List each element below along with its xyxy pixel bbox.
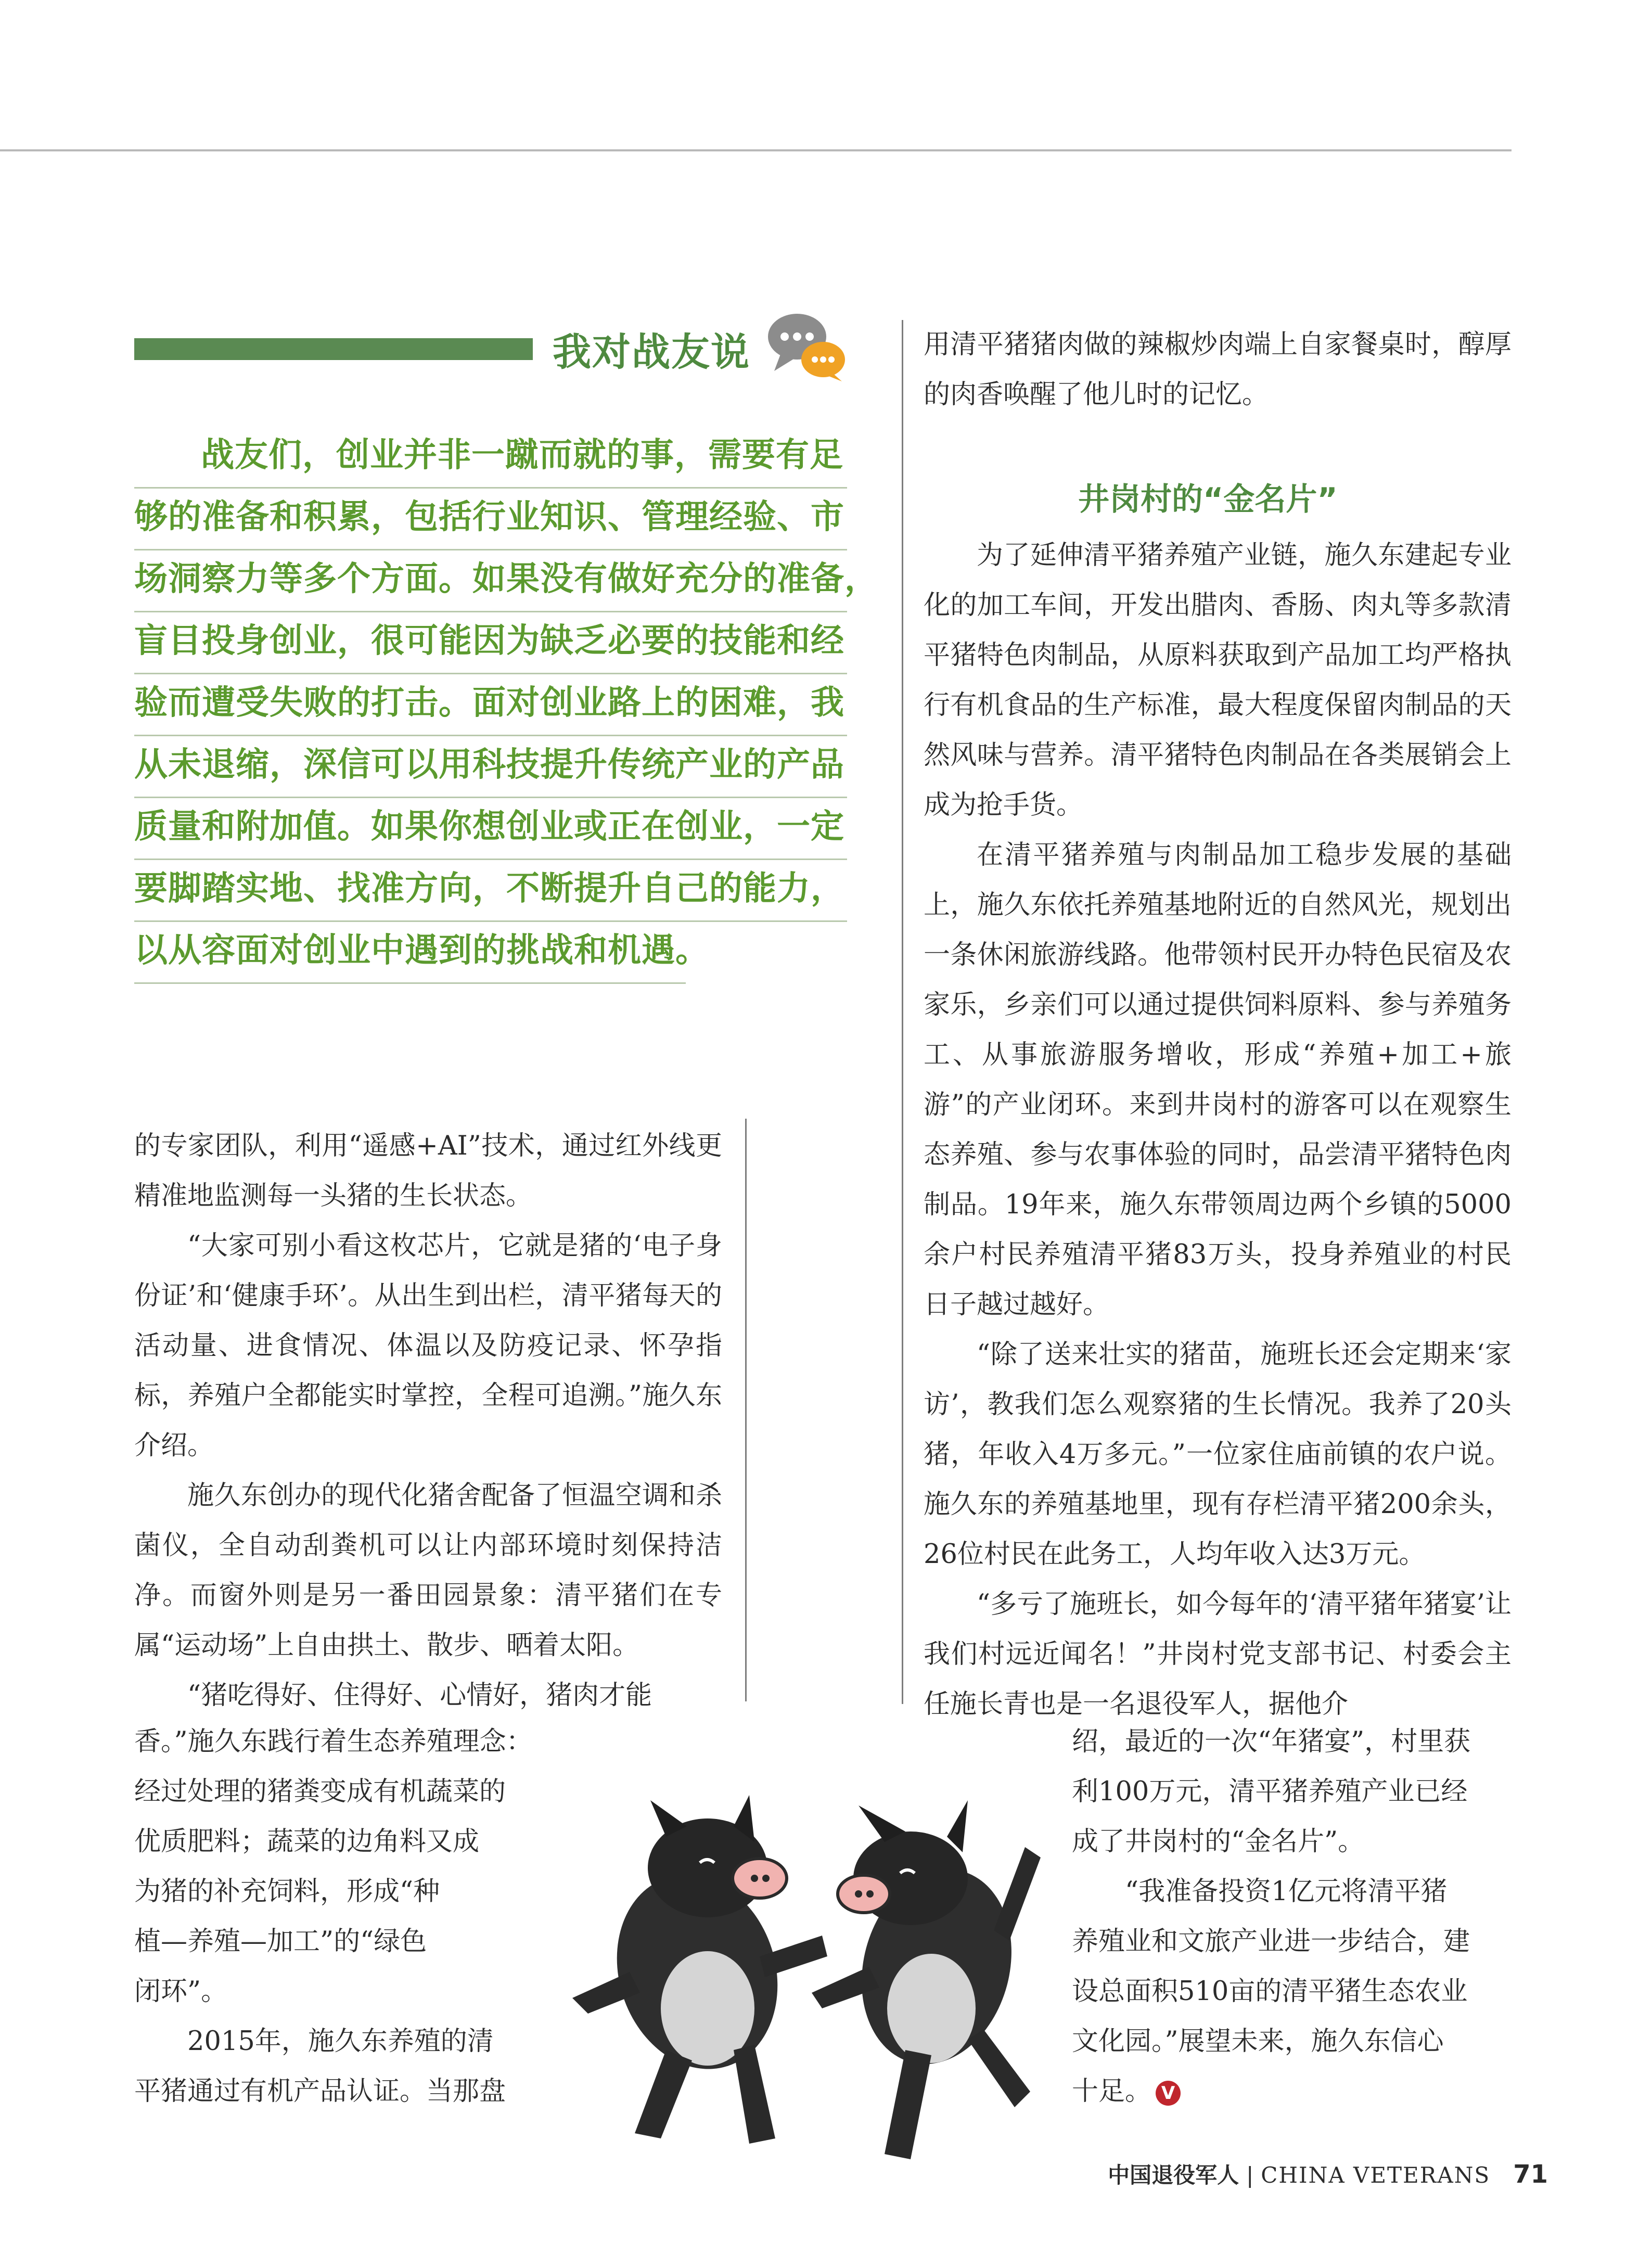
text-line: 文化园。”展望未来，施久东信心 (1072, 2026, 1444, 2057)
column-rule (745, 1119, 747, 1701)
right-column-top (924, 320, 1512, 420)
sidebar-line: 盲目投身创业，很可能因为缺乏必要的技能和经 (134, 612, 847, 674)
paragraph: 用清平猪猪肉做的辣椒炒肉端上自家餐桌时，醇厚的肉香唤醒了他儿时的记忆。 (924, 329, 1512, 410)
sidebar-line: 要脚踏实地、找准方向，不断提升自己的能力， (134, 860, 847, 922)
paragraph: “除了送来壮实的猪苗，施班长还会定期来‘家访’，教我们怎么观察猪的生长情况。我养了20头猪，年收入4万多元。”一位家住庙前镇的农户说。施久东的养殖基地里，现有存栏清平猪200余头，26位村民在此务工，人均年收入达3万元。 (924, 1339, 1512, 1570)
footer-separator: | (1246, 2162, 1254, 2188)
text-line: 优质肥料；蔬菜的边角料又成 (134, 1826, 480, 1857)
sidebar-line: 验而遭受失败的打击。面对创业路上的困难，我 (134, 674, 847, 736)
right-narrow-column (1072, 1717, 1512, 2117)
sidebar-line: 以从容面对创业中遇到的挑战和机遇。 (134, 922, 686, 984)
sidebar-title: 我对战友说 (553, 330, 750, 375)
sidebar-line: 够的准备和积累，包括行业知识、管理经验、市 (134, 489, 847, 550)
right-pig (812, 1800, 1041, 2159)
sidebar-line: 场洞察力等多个方面。如果没有做好充分的准备， (134, 550, 847, 612)
text-line (1072, 2067, 1512, 2117)
chat-bubbles-icon (765, 310, 848, 382)
paragraph: 施久东创办的现代化猪舍配备了恒温空调和杀菌仪，全自动刮粪机可以让内部环境时刻保持洁净。而窗外则是另一番田园景象：清平猪们在专属“运动场”上自由拱土、散步、晒着太阳。 (134, 1480, 722, 1661)
paragraph: 的专家团队，利用“遥感+AI”技术，通过红外线更精准地监测每一头猪的生长状态。 (134, 1131, 722, 1211)
paragraph: “多亏了施班长，如今每年的‘清平猪年猪宴’让我们村远近闻名！”井岗村党支部书记、村委会主任施长青也是一名退役军人，据他介 (924, 1589, 1512, 1720)
text-line: 利100万元，清平猪养殖产业已经 (1072, 1776, 1468, 1807)
text-line: 经过处理的猪粪变成有机蔬菜的 (134, 1776, 506, 1807)
paragraph: “大家可别小看这枚芯片，它就是猪的‘电子身份证’和‘健康手环’。从出生到出栏，清平猪每天的活动量、进食情况、体温以及防疫记录、怀孕指标，养殖户全都能实时掌控，全程可追溯。”施久东介绍。 (134, 1231, 722, 1461)
sidebar-body (134, 427, 878, 984)
sidebar-line: 质量和附加值。如果你想创业或正在创业，一定 (134, 798, 847, 860)
text-line: 植—养殖—加工”的“绿色 (134, 1926, 427, 1957)
text-line: 养殖业和文旅产业进一步结合，建 (1072, 1926, 1470, 1957)
sidebar-line: 战友们，创业并非一蹴而就的事，需要有足 (134, 427, 847, 489)
text-line: 成了井岗村的“金名片”。 (1072, 1826, 1365, 1857)
magazine-name-en: CHINA VETERANS (1261, 2162, 1491, 2188)
paragraph: “猪吃得好、住得好、心情好，猪肉才能 (187, 1680, 652, 1711)
end-mark-icon: V (1156, 2081, 1181, 2106)
text-line: 设总面积510亩的清平猪生态农业 (1072, 1976, 1468, 2007)
text-line: 平猪通过有机产品认证。当那盘 (134, 2076, 506, 2107)
top-rule (0, 149, 1512, 151)
text-line: 闭环”。 (134, 1976, 228, 2007)
text-line: 为猪的补充饲料，形成“种 (134, 1876, 440, 1907)
page-footer (1108, 2158, 1548, 2189)
section-heading: 井岗村的“金名片” (1078, 481, 1338, 518)
paragraph: 为了延伸清平猪养殖产业链，施久东建起专业化的加工车间，开发出腊肉、香肠、肉丸等多款清平猪特色肉制品，从原料获取到产品加工均严格执行有机食品的生产标准，最大程度保留肉制品的天然风味与营养。清平猪特色肉制品在各类展销会上成为抢手货。 (924, 540, 1512, 821)
text-line: “我准备投资1亿元将清平猪 (1125, 1876, 1448, 1907)
page-number: 71 (1513, 2160, 1548, 2189)
text-line: 2015年，施久东养殖的清 (187, 2026, 494, 2057)
magazine-name-cn: 中国退役军人 (1108, 2162, 1239, 2188)
left-narrow-column (134, 1717, 540, 2117)
sidebar-line: 从未退缩，深信可以用科技提升传统产业的产品 (134, 736, 847, 798)
text-line: 香。”施久东践行着生态养殖理念： (134, 1726, 533, 1757)
left-column (134, 1121, 722, 1721)
left-pig (572, 1795, 827, 2144)
text-line: 绍，最近的一次“年猪宴”，村里获 (1072, 1726, 1471, 1757)
paragraph: 在清平猪养殖与肉制品加工稳步发展的基础上，施久东依托养殖基地附近的自然风光，规划出一条休闲旅游线路。他带领村民开办特色民宿及农家乐，乡亲们可以通过提供饲料原料、参与养殖务工、从事旅游服务增收，形成“养殖+加工+旅游”的产业闭环。来到井岗村的游客可以在观察生态养殖、参与农事体验的同时，品尝清平猪特色肉制品。19年来，施久东带领周边两个乡镇的5000余户村民养殖清平猪83万头，投身养殖业的村民日子越过越好。 (924, 840, 1512, 1320)
right-column (924, 531, 1512, 1729)
text-line-content: 十足。 (1072, 2076, 1152, 2107)
sidebar-title-bar (134, 338, 533, 360)
pigs-illustration (557, 1785, 1077, 2190)
column-rule (902, 320, 903, 1704)
